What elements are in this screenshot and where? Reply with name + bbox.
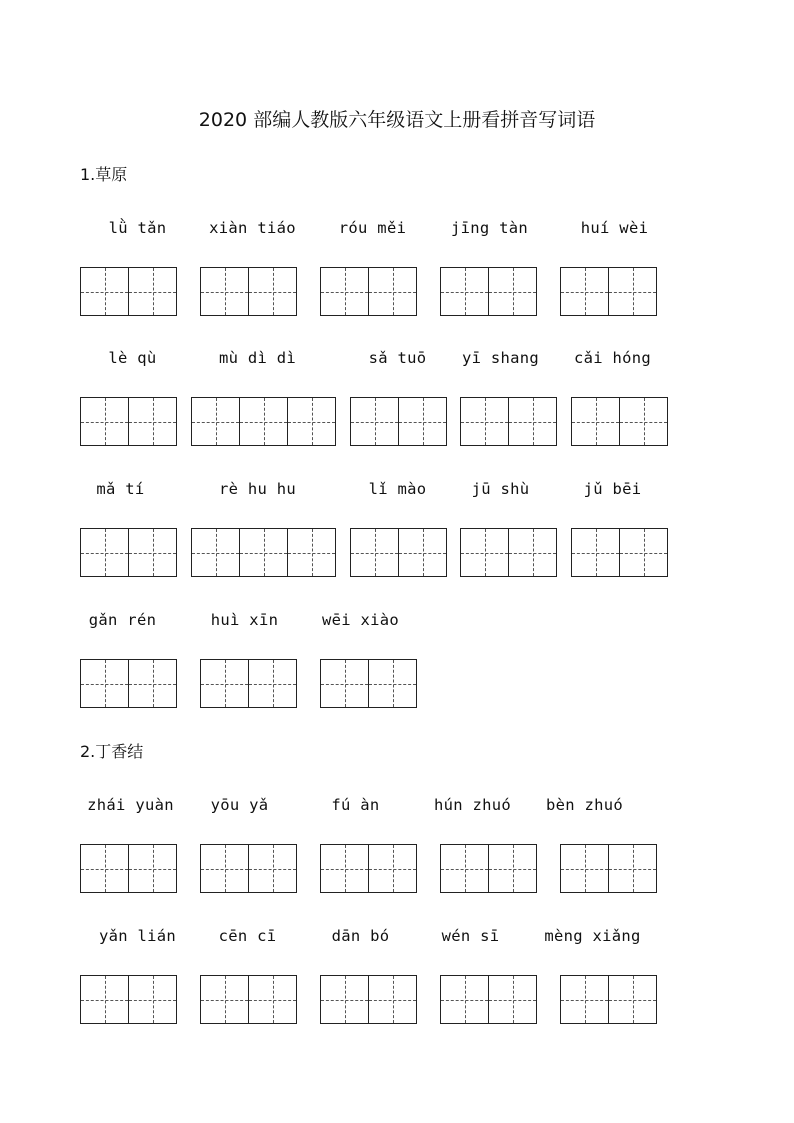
writing-grid[interactable]: [200, 975, 297, 1024]
pinyin-label: lǐ mào: [368, 480, 427, 498]
pinyin-label: huí wèi: [580, 219, 649, 237]
pinyin-label: xiàn tiáo: [209, 219, 296, 237]
writing-grid[interactable]: [571, 528, 668, 577]
writing-grid[interactable]: [560, 844, 657, 893]
pinyin-label: dān bó: [331, 927, 390, 945]
writing-grid[interactable]: [320, 659, 417, 708]
writing-grid[interactable]: [571, 397, 668, 446]
pinyin-label: huì xīn: [210, 611, 279, 629]
pinyin-label: lè qù: [108, 349, 157, 367]
pinyin-label: jū shù: [471, 480, 530, 498]
pinyin-label: rè hu hu: [218, 480, 297, 498]
section-heading-1: 1.草原: [80, 165, 128, 184]
writing-grid[interactable]: [320, 267, 417, 316]
pinyin-label: jǔ bēi: [583, 480, 642, 498]
pinyin-label: hún zhuó: [433, 796, 512, 814]
writing-grid[interactable]: [80, 267, 177, 316]
section-heading-2: 2.丁香结: [80, 742, 144, 761]
writing-grid[interactable]: [80, 397, 177, 446]
pinyin-label: cēn cī: [218, 927, 277, 945]
pinyin-label: jīng tàn: [450, 219, 529, 237]
writing-grid[interactable]: [191, 397, 336, 446]
pinyin-label: mù dì dì: [218, 349, 297, 367]
writing-grid[interactable]: [350, 397, 447, 446]
pinyin-label: yǎn lián: [98, 927, 177, 945]
page-title: 2020 部编人教版六年级语文上册看拼音写词语: [198, 109, 596, 131]
writing-grid[interactable]: [200, 659, 297, 708]
writing-grid[interactable]: [560, 267, 657, 316]
pinyin-label: cǎi hóng: [573, 349, 652, 367]
pinyin-label: gǎn rén: [88, 611, 157, 629]
pinyin-label: yī shang: [461, 349, 540, 367]
pinyin-label: zhái yuàn: [87, 796, 174, 814]
writing-grid[interactable]: [200, 844, 297, 893]
writing-grid[interactable]: [320, 844, 417, 893]
pinyin-label: róu měi: [338, 219, 407, 237]
pinyin-label: wēi xiào: [321, 611, 400, 629]
writing-grid[interactable]: [560, 975, 657, 1024]
writing-grid[interactable]: [440, 267, 537, 316]
pinyin-label: mǎ tí: [96, 480, 145, 498]
pinyin-label: sǎ tuō: [368, 349, 427, 367]
writing-grid[interactable]: [80, 844, 177, 893]
pinyin-label: wén sī: [441, 927, 500, 945]
writing-grid[interactable]: [80, 659, 177, 708]
writing-grid[interactable]: [200, 267, 297, 316]
pinyin-label: lǜ tǎn: [108, 219, 167, 237]
writing-grid[interactable]: [460, 528, 557, 577]
pinyin-label: yōu yǎ: [210, 796, 269, 814]
writing-grid[interactable]: [440, 844, 537, 893]
writing-grid[interactable]: [80, 528, 177, 577]
writing-grid[interactable]: [80, 975, 177, 1024]
writing-grid[interactable]: [320, 975, 417, 1024]
writing-grid[interactable]: [191, 528, 336, 577]
writing-grid[interactable]: [350, 528, 447, 577]
writing-grid[interactable]: [460, 397, 557, 446]
writing-grid[interactable]: [440, 975, 537, 1024]
pinyin-label: mèng xiǎng: [544, 927, 641, 945]
pinyin-label: fú àn: [331, 796, 380, 814]
pinyin-label: bèn zhuó: [545, 796, 624, 814]
